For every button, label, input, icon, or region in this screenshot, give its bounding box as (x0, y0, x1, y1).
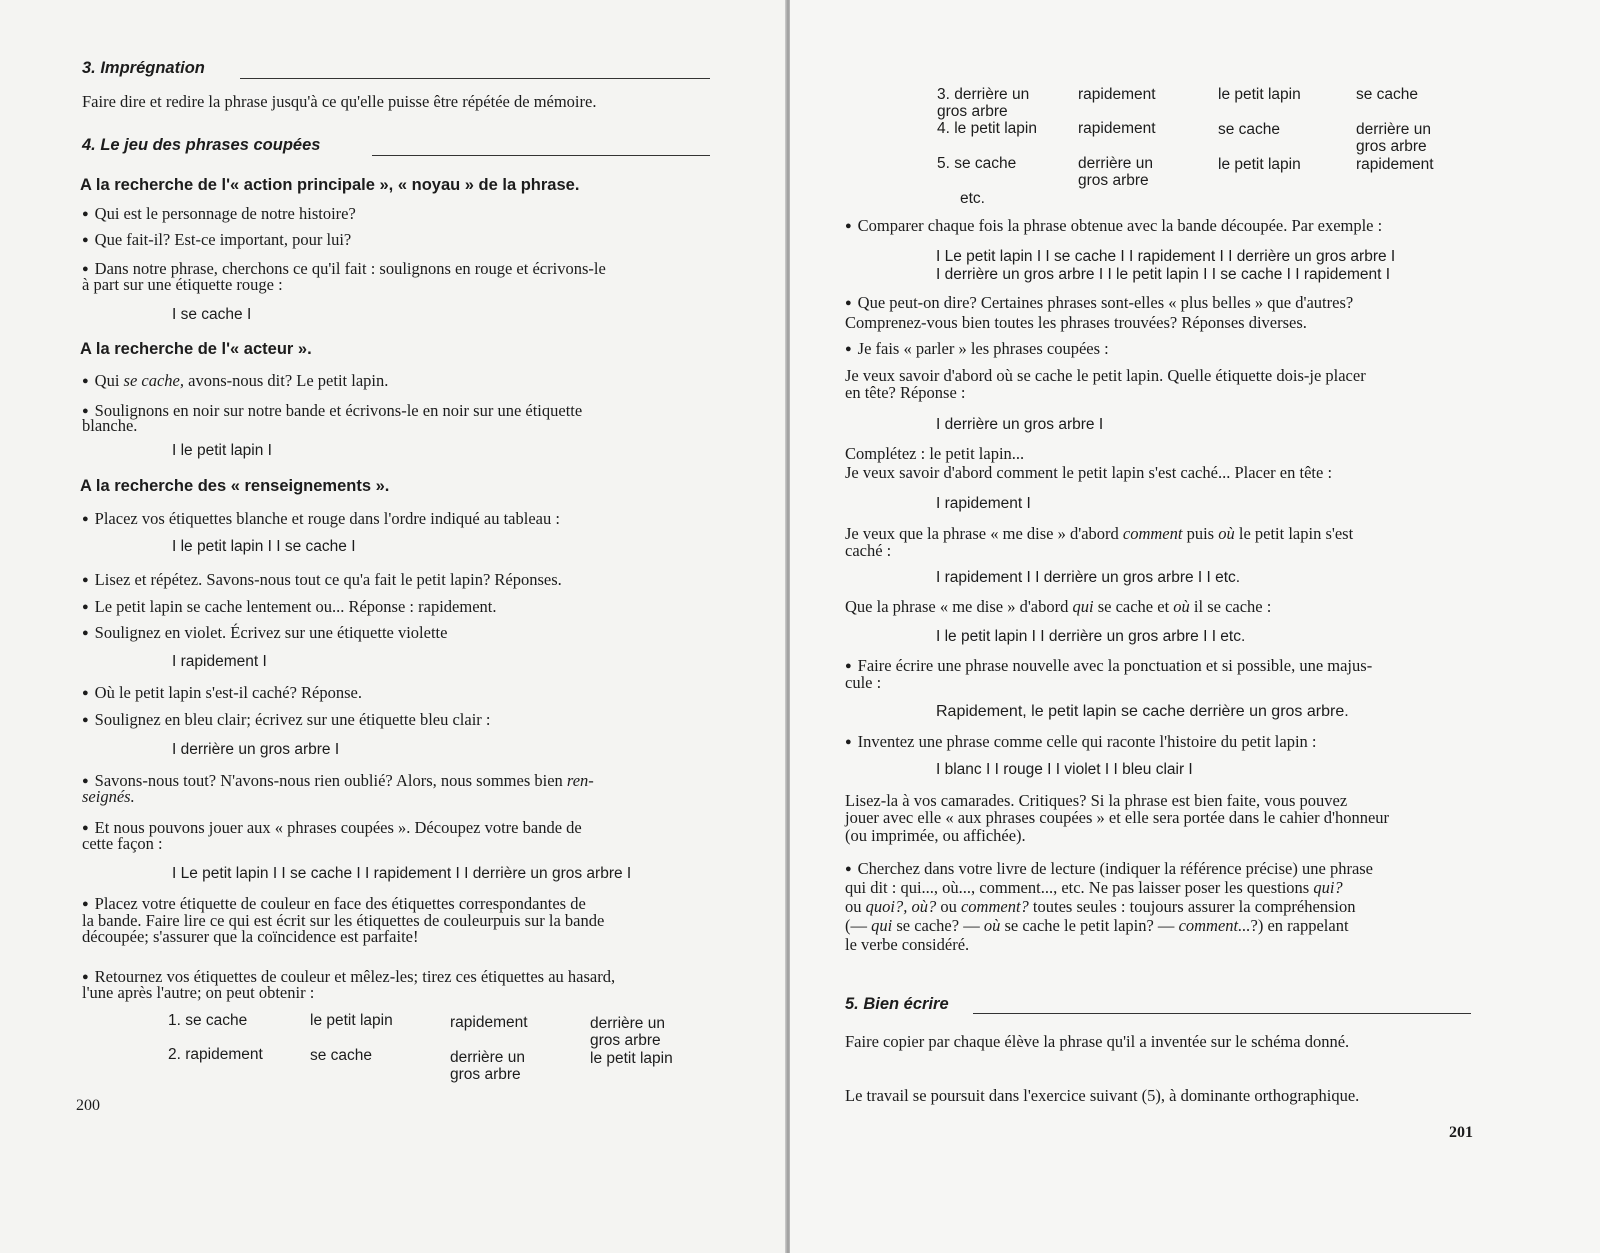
table-cell: derrière un gros arbre (1078, 155, 1153, 189)
heading-action: A la recherche de l'« action principale », « noyau » de la phrase. (80, 176, 580, 194)
band-2: I derrière un gros arbre I I le petit lapin I I se cache I I rapidement I (936, 266, 1391, 283)
inventez-line: ● Inventez une phrase comme celle qui raconte l'histoire du petit lapin : (845, 732, 1317, 754)
table-cell: 1. se cache (168, 1012, 248, 1029)
travail-line: Le travail se poursuit dans l'exercice suivant (5), à dominante orthographique. (845, 1086, 1360, 1105)
que-la-line: Que la phrase « me dise » d'abord qui se cache et où il se cache : (845, 597, 1272, 616)
table-cell: rapidement (1356, 156, 1434, 173)
retournez-line-2: l'une après l'autre; on peut obtenir : (82, 983, 315, 1002)
page-number-right: 201 (1449, 1124, 1473, 1141)
table-cell: le petit lapin (590, 1050, 673, 1067)
placez-line: ● Placez vos étiquettes blanche et rouge dans l'ordre indiqué au tableau : (82, 509, 560, 531)
placez2-line-3: découpée; s'assurer que la coïncidence est parfaite! (82, 927, 419, 946)
lisez-line-3: (ou imprimée, ou affichée). (845, 826, 1026, 845)
table-cell: le petit lapin (310, 1012, 393, 1029)
faire-line-2: cule : (845, 673, 882, 692)
s5-text: Faire copier par chaque élève la phrase qu'il a inventée sur le schéma donné. (845, 1032, 1350, 1051)
cherchez-line-4: (— qui se cache? — où se cache le petit lapin? — comment...?) en rappelant (845, 916, 1349, 935)
heading-renseignements: A la recherche des « renseignements ». (80, 477, 390, 495)
table-cell: se cache (310, 1047, 373, 1064)
label-rapidement: I rapidement I (172, 653, 267, 670)
me-dise-line-1: Je veux que la phrase « me dise » d'abord comment puis où le petit lapin s'est (845, 524, 1354, 543)
table-cell: derrière un gros arbre (450, 1049, 525, 1083)
cherchez-line-3: ou quoi?, où? ou comment? toutes seules : toujours assurer la compréhension (845, 897, 1356, 916)
me-dise-line-2: caché : (845, 541, 892, 560)
cherchez-line-2: qui dit : qui..., où..., comment..., etc. Ne pas laisser poser les questions qui? (845, 878, 1343, 897)
que-peut-1: ● Que peut-on dire? Certaines phrases sont-elles « plus belles » que d'autres? (845, 293, 1353, 315)
s3-text: Faire dire et redire la phrase jusqu'à ce qu'elle puisse être répétée de mémoire. (82, 92, 597, 111)
je-veux-2: en tête? Réponse : (845, 383, 966, 402)
label-pl-der: I le petit lapin I I derrière un gros arbre I I etc. (936, 628, 1246, 645)
label-pl-sc: I le petit lapin I I se cache I (172, 538, 356, 555)
section-3-rule (240, 78, 710, 79)
table-cell: rapidement (1078, 120, 1156, 137)
section-4-rule (372, 155, 710, 156)
completez-line: Complétez : le petit lapin... (845, 444, 1025, 463)
table-cell: le petit lapin (1218, 86, 1301, 103)
violet-line: ● Soulignez en violet. Écrivez sur une étiquette violette (82, 623, 447, 645)
dans-line-2: à part sur une étiquette rouge : (82, 275, 283, 294)
table-cell: se cache (1218, 121, 1281, 138)
right-page (790, 0, 1600, 1253)
jouer-line-1: ● Et nous pouvons jouer aux « phrases coupées ». Découpez votre bande de (82, 818, 582, 840)
faire-line-1: ● Faire écrire une phrase nouvelle avec la ponctuation et si possible, une majus- (845, 656, 1372, 678)
lisez-line: ● Lisez et répétez. Savons-nous tout ce qu'a fait le petit lapin? Réponses. (82, 570, 562, 592)
left-page (0, 0, 786, 1253)
table-cell: le petit lapin (1218, 156, 1301, 173)
label-petit-lapin: I le petit lapin I (172, 442, 272, 459)
table-cell: 2. rapidement (168, 1046, 263, 1063)
table-cell: 3. derrière un gros arbre (937, 86, 1030, 120)
table-cell: derrière un gros arbre (1356, 121, 1431, 155)
placez2-line-2: la bande. Faire lire ce qui est écrit sur les étiquettes de couleurpuis sur la bande (82, 911, 605, 930)
cherchez-line-5: le verbe considéré. (845, 935, 970, 954)
section-3-title: 3. Imprégnation (82, 59, 205, 77)
table-cell: 4. le petit lapin (937, 120, 1037, 137)
label-rap-der: I rapidement I I derrière un gros arbre I I etc. (936, 569, 1241, 586)
savons-line-1: ● Savons-nous tout? N'avons-nous rien oublié? Alors, nous sommes bien ren- (82, 771, 594, 793)
page-number-left: 200 (76, 1097, 100, 1114)
etc-label: etc. (960, 190, 985, 207)
table-cell: 5. se cache (937, 155, 1017, 172)
q1: ● Qui est le personnage de notre histoire? (82, 204, 356, 226)
section-5-title: 5. Bien écrire (845, 995, 949, 1013)
label-rapidement-right: I rapidement I (936, 495, 1031, 512)
section-4-title: 4. Le jeu des phrases coupées (82, 136, 321, 154)
je-veux-1: Je veux savoir d'abord où se cache le petit lapin. Quelle étiquette dois-je placer (845, 366, 1366, 385)
label-se-cache: I se cache I (172, 306, 252, 323)
cherchez-line-1: ● Cherchez dans votre livre de lecture (indiquer la référence précise) une phrase (845, 859, 1373, 881)
table-cell: rapidement (1078, 86, 1156, 103)
label-derriere-right: I derrière un gros arbre I (936, 416, 1104, 433)
soul-noir-2: blanche. (82, 416, 138, 435)
rapidement-sentence: Rapidement, le petit lapin se cache derrière un gros arbre. (936, 703, 1349, 720)
savons-line-2: seignés. (82, 787, 135, 806)
que-peut-2: Comprenez-vous bien toutes les phrases trouvées? Réponses diverses. (845, 313, 1307, 332)
table-cell: derrière un gros arbre (590, 1015, 665, 1049)
dans-line-1: ● Dans notre phrase, cherchons ce qu'il fait : soulignons en rouge et écrivons-le (82, 259, 606, 281)
je-veux-comment: Je veux savoir d'abord comment le petit lapin s'est caché... Placer en tête : (845, 463, 1333, 482)
section-5-rule (973, 1013, 1471, 1014)
band-left: I Le petit lapin I I se cache I I rapidement I I derrière un gros arbre I (172, 865, 632, 882)
jouer-line-2: cette façon : (82, 834, 163, 853)
placez2-line-1: ● Placez votre étiquette de couleur en face des étiquettes correspondantes de (82, 894, 586, 916)
lentement-line: ● Le petit lapin se cache lentement ou... Réponse : rapidement. (82, 597, 496, 619)
comparer-line: ● Comparer chaque fois la phrase obtenue avec la bande découpée. Par exemple : (845, 216, 1382, 238)
retournez-line-1: ● Retournez vos étiquettes de couleur et mêlez-les; tirez ces étiquettes au hasard, (82, 967, 615, 989)
q2: ● Que fait-il? Est-ce important, pour lui? (82, 230, 351, 252)
lisez-line-1: Lisez-la à vos camarades. Critiques? Si la phrase est bien faite, vous pouvez (845, 791, 1348, 810)
heading-acteur: A la recherche de l'« acteur ». (80, 340, 312, 358)
ou-line: ● Où le petit lapin s'est-il caché? Réponse. (82, 683, 362, 705)
soul-noir-1: ● Soulignons en noir sur notre bande et écrivons-le en noir sur une étiquette (82, 401, 582, 423)
table-cell: rapidement (450, 1014, 528, 1031)
label-derriere: I derrière un gros arbre I (172, 741, 340, 758)
qui-line: ● Qui se cache, avons-nous dit? Le petit lapin. (82, 371, 388, 393)
band-1: I Le petit lapin I I se cache I I rapidement I I derrière un gros arbre I (936, 248, 1396, 265)
table-cell: se cache (1356, 86, 1419, 103)
lisez-line-2: jouer avec elle « aux phrases coupées » et elle sera portée dans le cahier d'honneur (845, 808, 1390, 827)
label-colors: I blanc I I rouge I I violet I I bleu clair I (936, 761, 1193, 778)
bleu-line: ● Soulignez en bleu clair; écrivez sur une étiquette bleu clair : (82, 710, 491, 732)
je-fais-line: ● Je fais « parler » les phrases coupées : (845, 339, 1109, 361)
